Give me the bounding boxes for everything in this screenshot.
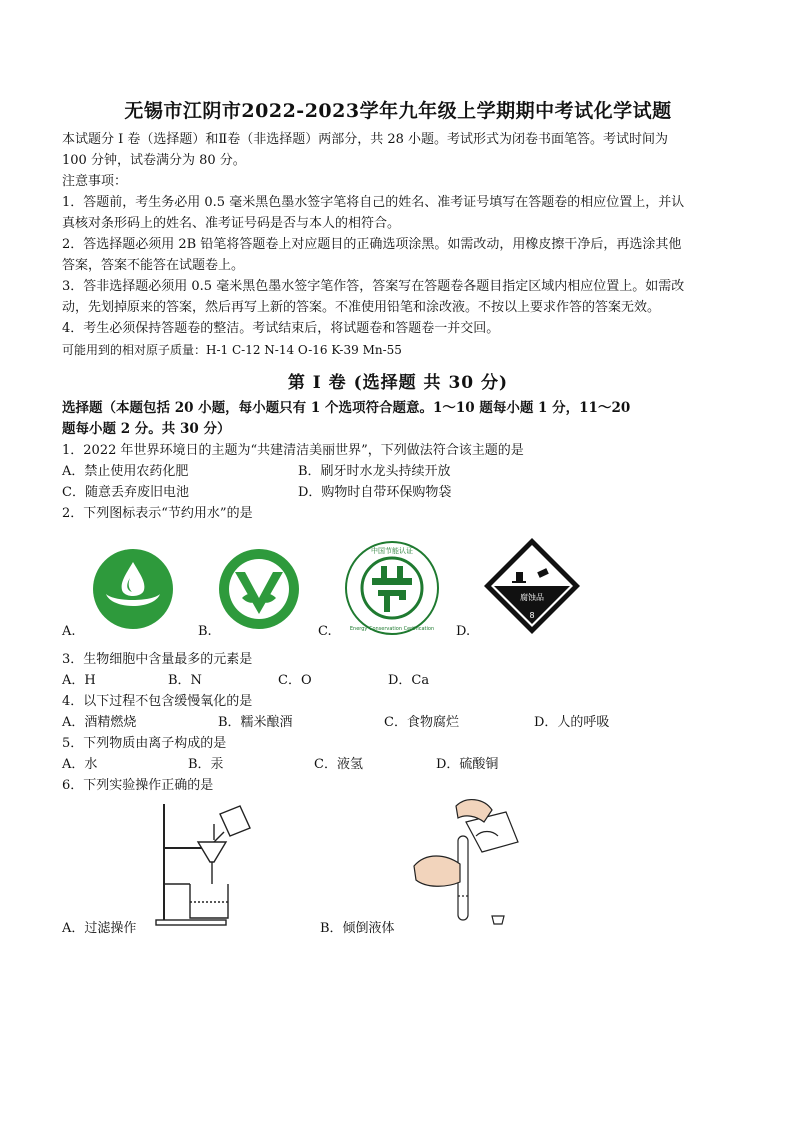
intro-line-2: 100 分钟，试卷满分为 80 分。	[62, 153, 246, 168]
q3-option-b: B．N	[168, 673, 202, 688]
q1-option-a: A．禁止使用农药化肥	[62, 464, 189, 479]
intro-line-1: 本试题分 I 卷（选择题）和Ⅱ卷（非选择题）两部分，共 28 小题。考试形式为闭卷书面笔答。考试时间为	[62, 132, 669, 147]
q3-stem: 3．生物细胞中含量最多的元素是	[62, 652, 253, 667]
q2-option-c: C.	[318, 624, 332, 639]
section-instruction-2: 题每小题 2 分。共 30 分）	[62, 421, 231, 437]
q6-stem: 6．下列实验操作正确的是	[62, 778, 214, 793]
icon-c-top-text: 中国节能认证	[371, 547, 413, 555]
q2-stem: 2．下列图标表示“节约用水”的是	[62, 506, 253, 521]
energy-conservation-icon	[344, 540, 440, 640]
q5-option-b: B．汞	[188, 757, 224, 772]
note-3b: 动，先划掉原来的答案，然后再写上新的答案。不准使用铅笔和涂改液。不按以上要求作答的答案无效。	[62, 300, 661, 315]
q5-stem: 5．下列物质由离子构成的是	[62, 736, 227, 751]
icon-d-number: 8	[529, 611, 535, 620]
icon-c-bottom-text: Energy Conservation Certification	[349, 626, 435, 632]
page-title: 无锡市江阴市2022-2023学年九年级上学期期中考试化学试题	[124, 100, 672, 122]
q5-option-d: D．硫酸铜	[436, 757, 499, 772]
green-food-icon	[218, 548, 300, 634]
q6-option-a: A．过滤操作	[62, 921, 137, 936]
section-instruction-1: 选择题（本题包括 20 小题，每小题只有 1 个选项符合题意。1～10 题每小题 1 分，11～20	[62, 400, 631, 416]
pouring-liquid-figure	[406, 792, 536, 936]
q3-option-a: A．H	[62, 673, 96, 688]
q4-option-b: B．糯米酿酒	[218, 715, 293, 730]
note-2a: 2．答选择题必须用 2B 铅笔将答题卷上对应题目的正确选项涂黑。如需改动，用橡皮擦干净后，再选涂其他	[62, 237, 682, 252]
note-4: 4．考生必须保持答题卷的整洁。考试结束后，将试题卷和答题卷一并交回。	[62, 321, 500, 336]
q4-option-c: C．食物腐烂	[384, 715, 459, 730]
q5-option-a: A．水	[62, 757, 98, 772]
note-1a: 1．答题前，考生务必用 0.5 毫米黑色墨水签字笔将自己的姓名、准考证号填写在答题卷的相应位置上，并认	[62, 195, 685, 210]
note-2b: 答案，答案不能答在试题卷上。	[62, 258, 245, 273]
q1-stem: 1．2022 年世界环境日的主题为“共建清洁美丽世界”，下列做法符合该主题的是	[62, 443, 524, 458]
q1-option-b: B．刷牙时水龙头持续开放	[298, 464, 451, 479]
q4-option-d: D．人的呼吸	[534, 715, 610, 730]
q1-option-c: C．随意丢弃废旧电池	[62, 485, 189, 500]
q6-option-b: B．倾倒液体	[320, 921, 395, 936]
q2-option-a: A.	[62, 624, 76, 639]
q1-option-d: D．购物时自带环保购物袋	[298, 485, 452, 500]
q3-option-d: D．Ca	[388, 673, 430, 688]
q4-stem: 4．以下过程不包含缓慢氧化的是	[62, 694, 253, 709]
q2-option-d: D.	[456, 624, 471, 639]
filtration-apparatus-figure	[154, 796, 264, 930]
icon-d-label: 腐蚀品	[520, 593, 544, 602]
notes-heading: 注意事项：	[62, 174, 128, 189]
q5-option-c: C．液氢	[314, 757, 363, 772]
atomic-masses: 可能用到的相对原子质量：H-1 C-12 N-14 O-16 K-39 Mn-55	[62, 343, 402, 357]
note-1b: 真核对条形码上的姓名、准考证号码是否与本人的相符合。	[62, 216, 401, 231]
corrosive-hazard-icon	[482, 536, 582, 640]
q2-option-b: B.	[198, 624, 212, 639]
section-heading: 第 Ⅰ 卷 (选择题 共 30 分)	[287, 373, 509, 393]
water-drop-icon	[92, 548, 174, 634]
q3-option-c: C．O	[278, 673, 312, 688]
q4-option-a: A．酒精燃烧	[62, 715, 137, 730]
note-3a: 3．答非选择题必须用 0.5 毫米黑色墨水签字笔作答，答案写在答题卷各题目指定区域内相应位置上。如需改	[62, 279, 685, 294]
